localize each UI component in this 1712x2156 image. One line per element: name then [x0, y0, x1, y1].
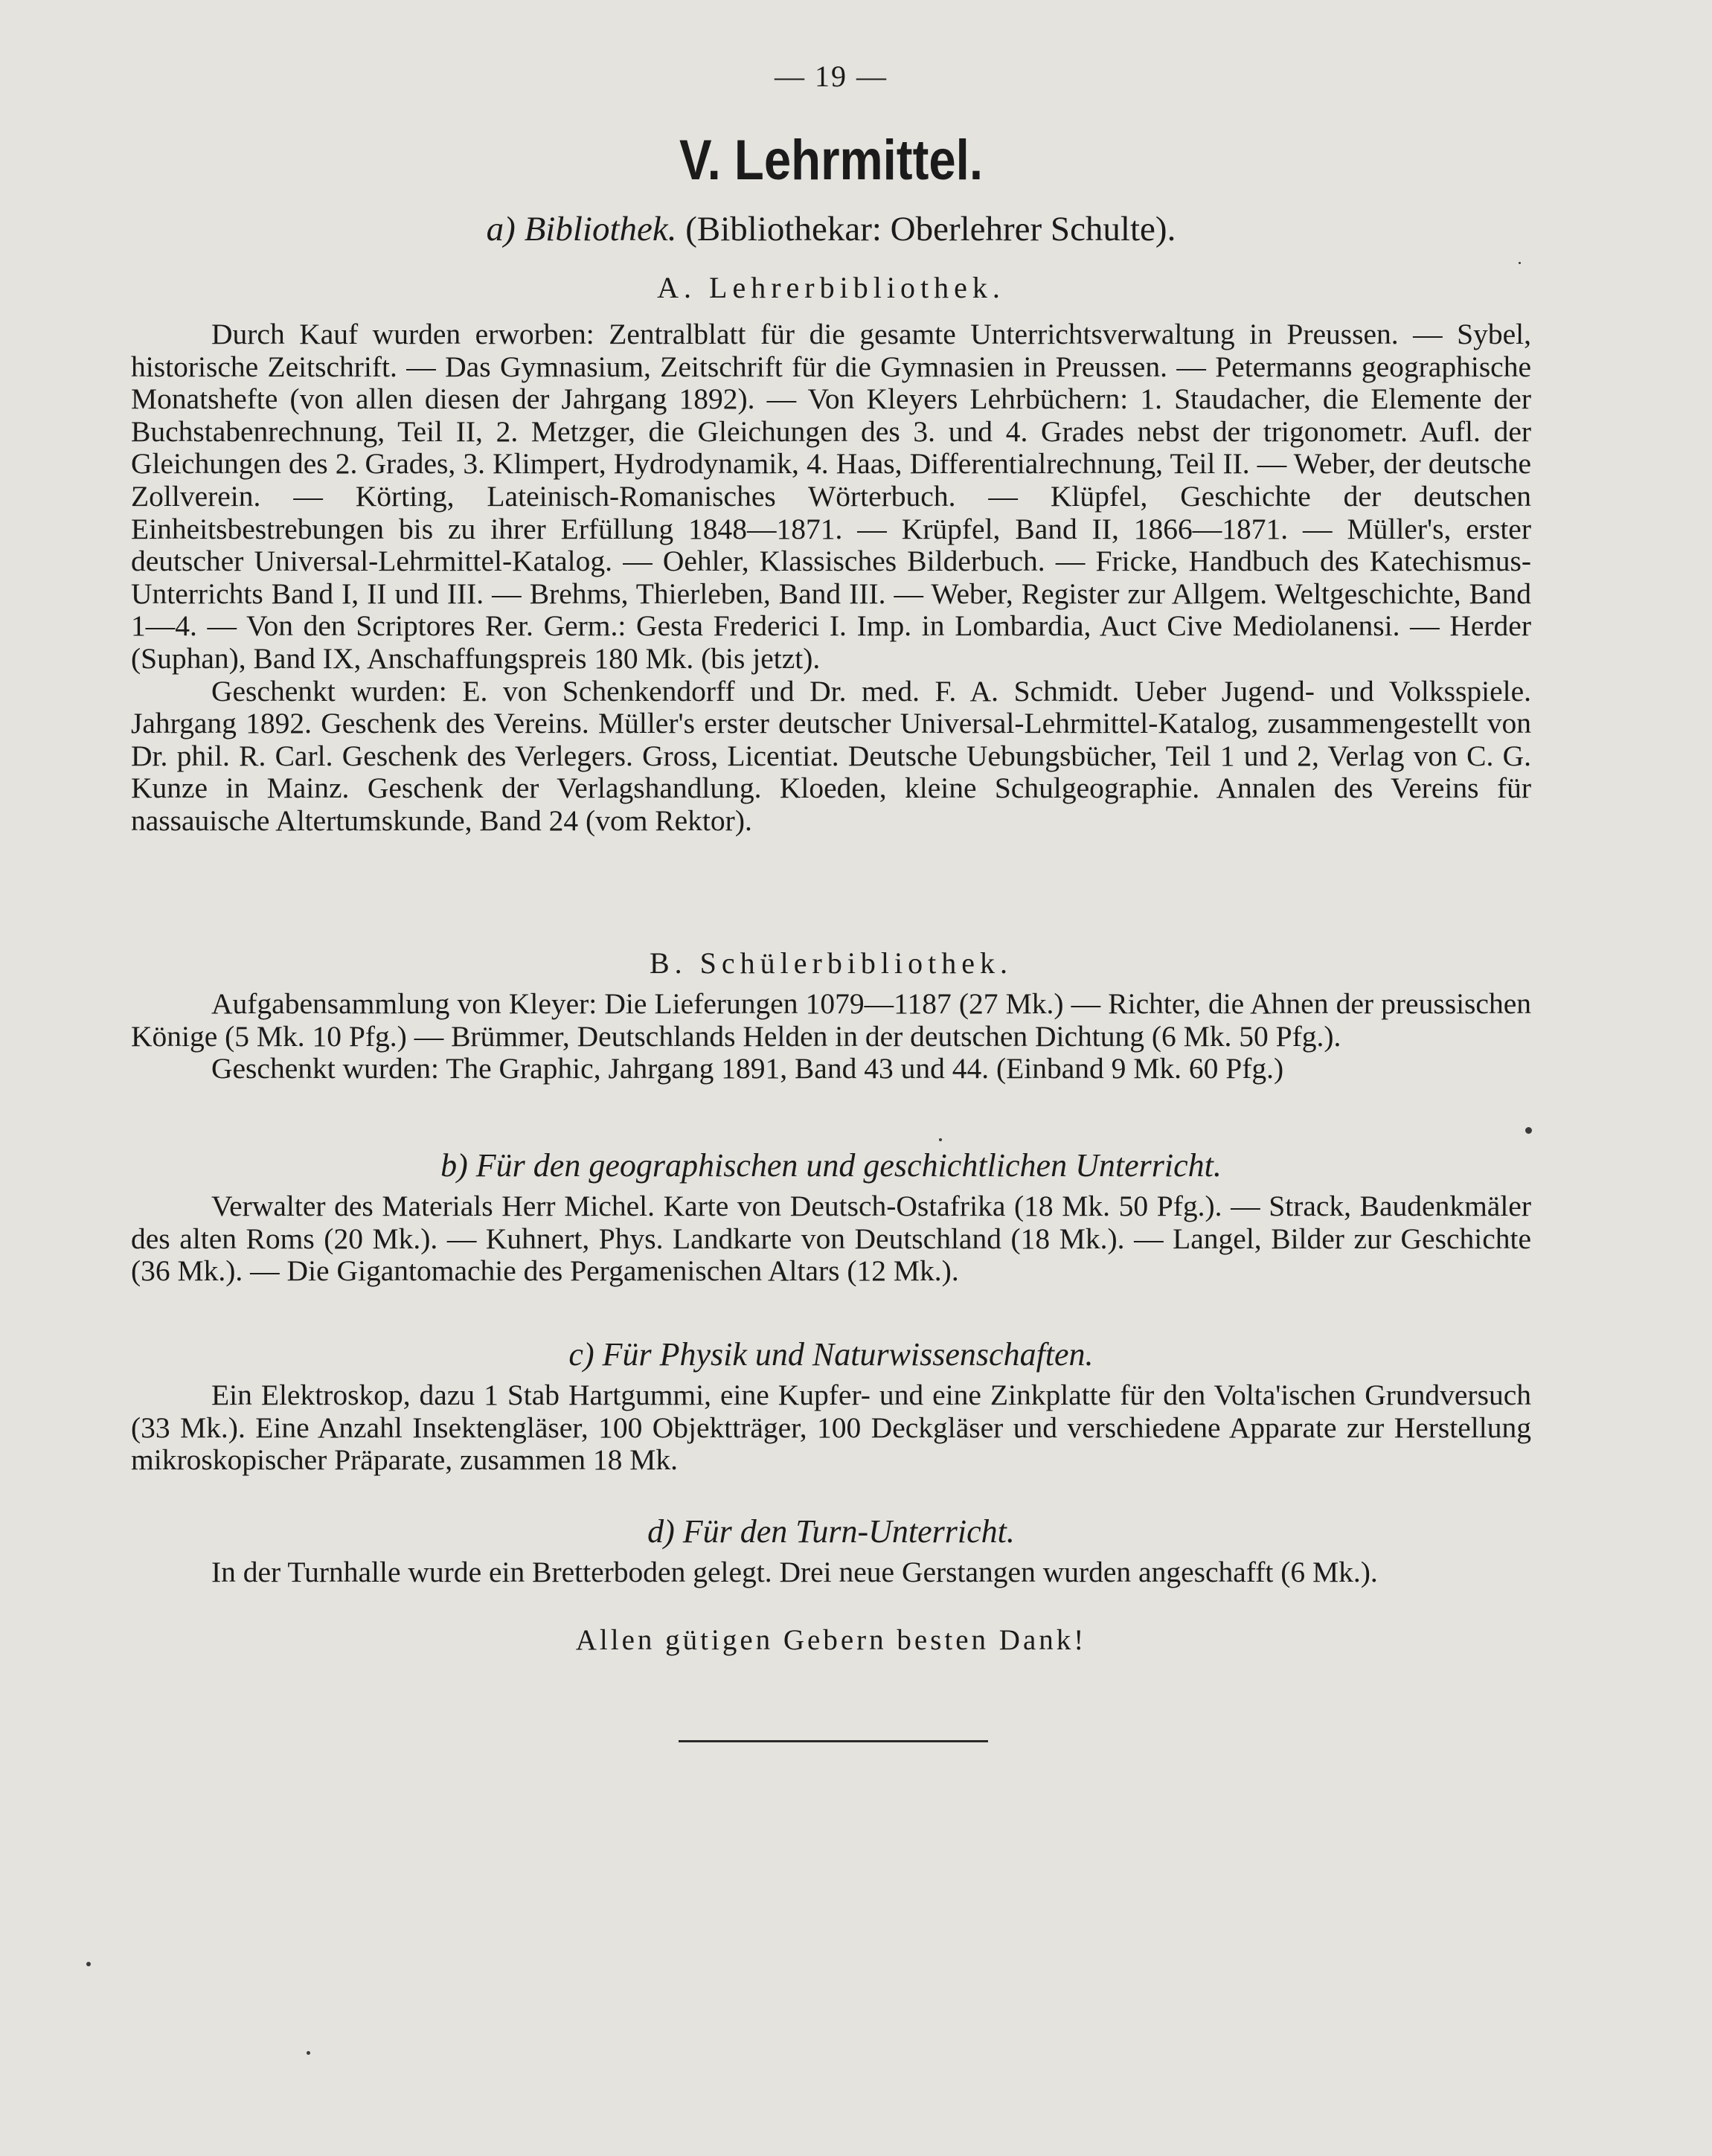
geography-history-text: Verwalter des Materials Herr Michel. Karte von Deutsch-Ostafrika (18 Mk. 50 Pfg.). — Strack, Baudenkmäler des alten Roms (20 Mk.). — Kuhnert, Phys. Landkarte von Deutschland (18 Mk.). — Langel, Bilder zur Geschichte (36 Mk.). — Die Gigantomachie des Pergamenischen Altars (12 Mk.). [131, 1190, 1531, 1288]
student-library-heading: B. Schülerbibliothek. [649, 946, 1013, 980]
paper-speck [307, 2051, 310, 2055]
section-a-heading [131, 207, 1531, 251]
thanks-line: Allen gütigen Gebern besten Dank! [575, 1624, 1087, 1656]
gymnastics-heading: d) Für den Turn-Unterricht. [647, 1513, 1015, 1550]
physics-section [131, 1335, 1531, 1477]
teacher-library-purchased: Durch Kauf wurden erworben: Zentralblatt für die gesamte Unterrichtsverwaltung in Preussen. — Sybel, historische Zeitschrift. — Das Gymnasium, Zeitschrift für die Gymnasien in Preussen. — Petermanns geographische Monatshefte (von allen diesen der Jahrgang 1892). — Von Kleyers Lehrbüchern: 1. Staudacher, die Elemente der Buchstabenrechnung, Teil II, 2. Metzger, die Gleichungen des 3. und 4. Grades nebst der trigonometr. Aufl. der Gleichungen des 2. Grades, 3. Klimpert, Hydrodynamik, 4. Haas, Differentialrechnung, Teil II. — Weber, der deutsche Zollverein. — Körting, Lateinisch-Romanisches Wörterbuch. — Klüpfel, Geschichte der deutschen Einheitsbestrebungen bis zu ihrer Erfüllung 1848—1871. — Krüpfel, Band II, 1866—1871. — Müller's, erster deutscher Universal-Lehrmittel-Katalog. — Oehler, Klassisches Bilderbuch. — Fricke, Handbuch des Katechismus-Unterrichts Band I, II und III. — Brehms, Thierleben, Band III. — Weber, Register zur Allgem. Weltgeschichte, Band 1—4. — Von den Scriptores Rer. Germ.: Gesta Frederici I. Imp. in Lombardia, Auct Cive Mediolanensi. — Herder (Suphan), Band IX, Anschaffungspreis 180 Mk. (bis jetzt). [131, 318, 1531, 675]
section-a-note: (Bibliothekar: Oberlehrer Schulte). [685, 210, 1176, 248]
page-number: — 19 — [775, 60, 888, 93]
student-library-purchased: Aufgabensammlung von Kleyer: Die Lieferungen 1079—1187 (27 Mk.) — Richter, die Ahnen der preussischen Könige (5 Mk. 10 Pfg.) — Brümmer, Deutschlands Helden in der deutschen Dichtung (6 Mk. 50 Pfg.). [131, 987, 1531, 1053]
physics-heading: c) Für Physik und Naturwissenschaften. [568, 1336, 1094, 1373]
chapter-title: V. Lehrmittel. [679, 129, 984, 192]
section-a-title: Bibliothek. [524, 210, 677, 248]
geography-history-heading: b) Für den geographischen und geschichtlichen Unterricht. [440, 1147, 1222, 1184]
student-library-donated: Geschenkt wurden: The Graphic, Jahrgang 1891, Band 43 und 44. (Einband 9 Mk. 60 Pfg.) [211, 1052, 1284, 1085]
teacher-library-section [131, 269, 1531, 838]
student-library-section [131, 945, 1531, 1085]
physics-text: Ein Elektroskop, dazu 1 Stab Hartgummi, eine Kupfer- und eine Zinkplatte für den Volta'ischen Grundversuch (33 Mk.). Eine Anzahl Insektengläser, 100 Objektträger, 100 Deckgläser und verschiedene Apparate zur Herstellung mikroskopischer Präparate, zusammen 18 Mk. [131, 1379, 1531, 1477]
paper-speck [1519, 262, 1521, 264]
gymnastics-text: In der Turnhalle wurde ein Bretterboden gelegt. Drei neue Gerstangen wurden angeschafft (6 Mk.). [211, 1556, 1378, 1588]
closing-rule [679, 1740, 988, 1742]
section-a-label: a) [486, 210, 516, 248]
paper-speck [86, 1962, 91, 1966]
paper-speck [1525, 1127, 1532, 1134]
gymnastics-section [131, 1512, 1531, 1589]
teacher-library-heading: A. Lehrerbibliothek. [657, 271, 1005, 304]
teacher-library-donated: Geschenkt wurden: E. von Schenkendorff und Dr. med. F. A. Schmidt. Ueber Jugend- und Volksspiele. Jahrgang 1892. Geschenk des Vereins. Müller's erster deutscher Universal-Lehrmittel-Katalog, zusammengestellt von Dr. phil. R. Carl. Geschenk des Verlegers. Gross, Licentiat. Deutsche Uebungsbücher, Teil 1 und 2, Verlag von C. G. Kunze in Mainz. Geschenk der Verlagshandlung. Kloeden, kleine Schulgeographie. Annalen des Vereins für nassauische Altertumskunde, Band 24 (vom Rektor). [131, 674, 1531, 837]
geography-history-section [131, 1146, 1531, 1288]
paper-speck [939, 1138, 942, 1141]
